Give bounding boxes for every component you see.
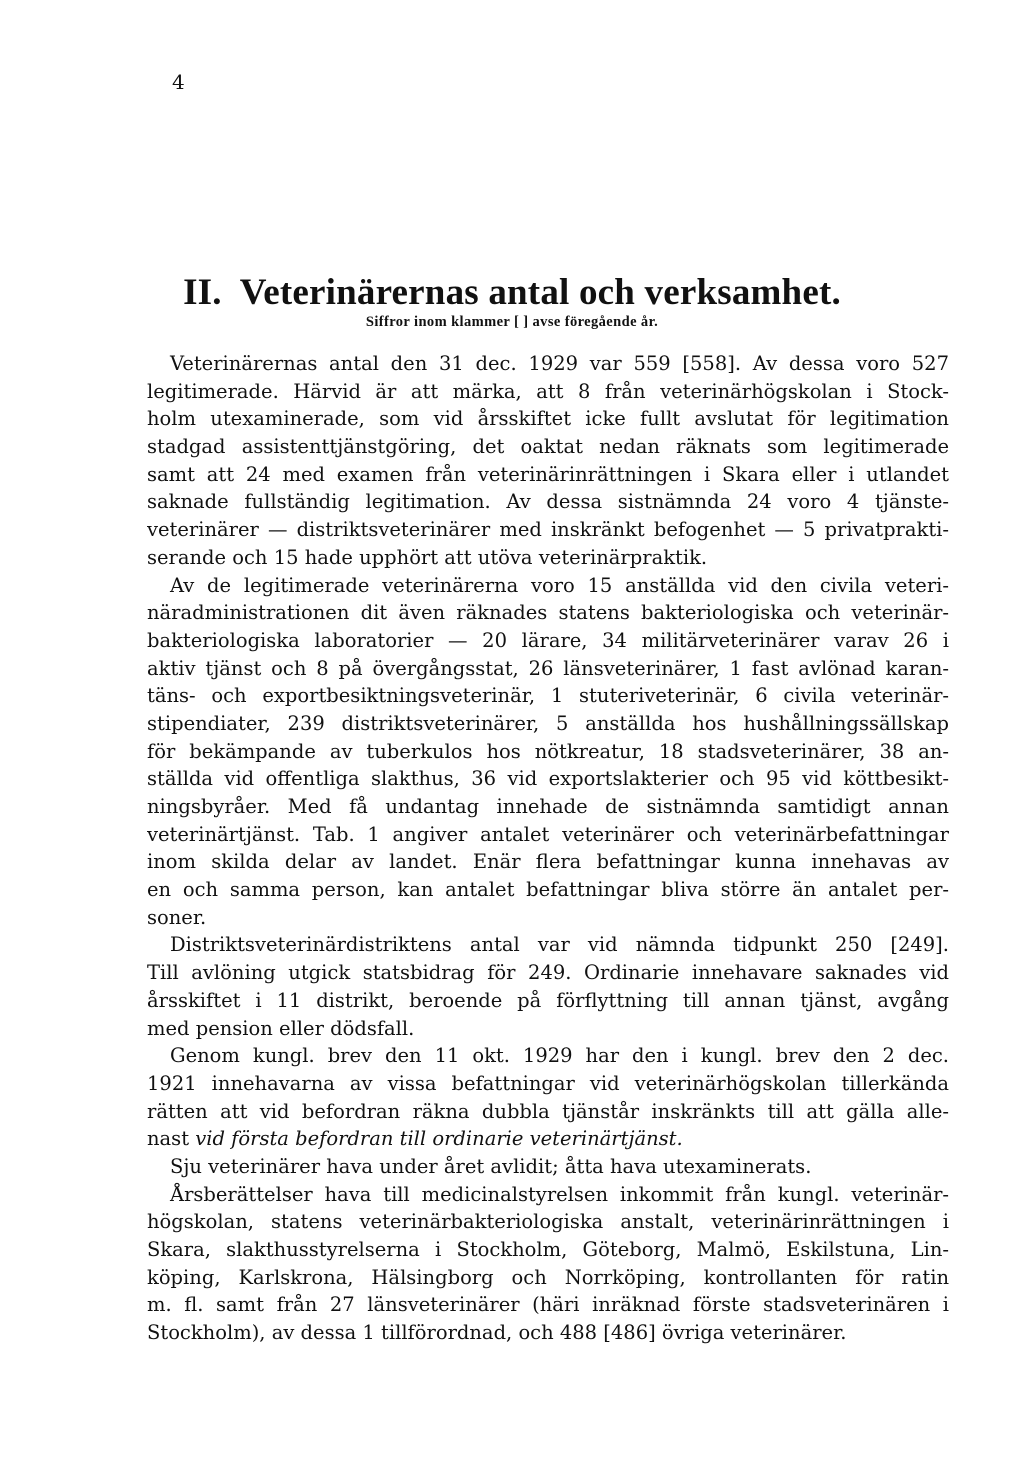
text-line: holm utexaminerade, som vid årsskiftet icke fullt avslutat för legitimation [147,407,949,431]
section-title: Veterinärernas antal och verksamhet. [239,272,841,313]
text-line: med pension eller dödsfall. [147,1016,415,1040]
text-line: Distriktsveterinärdistriktens antal var vid nämnda tidpunkt 250 [249]. [170,933,949,957]
text-line: Årsberättelser hava till medicinalstyrelsen inkommit från kungl. veterinär- [170,1182,949,1206]
text-line: bakteriologiska laboratorier — 20 lärare, 34 militärveterinärer varav 26 i [147,628,949,652]
text-line: m. fl. samt från 27 länsveterinärer (häri inräknad förste stadsveterinären i [147,1293,949,1317]
text-line: Sju veterinärer hava under året avlidit; åtta hava utexaminerats. [170,1154,812,1178]
text-line: stipendiater, 239 distriktsveterinärer, 5 anställda hos hushållningssällskap [147,711,949,735]
text-line: Till avlöning utgick statsbidrag för 249. Ordinarie innehavare saknades vid [147,961,949,985]
text-line: ställda vid offentliga slakthus, 36 vid exportslakterier och 95 vid köttbesikt- [147,767,949,791]
page-number: 4 [172,70,185,94]
text-line: ningsbyråer. Med få undantag innehade de sistnämnda samtidigt annan [147,795,949,818]
text-line: saknade fullständig legitimation. Av dessa sistnämnda 24 voro 4 tjänste- [147,490,949,514]
text-line: Av de legitimerade veterinärerna voro 15 anställda vid den civila veteri- [170,573,949,597]
text-line: högskolan, statens veterinärbakteriologiska anstalt, veterinärinrättningen i [147,1210,949,1234]
text-line: en och samma person, kan antalet befattningar bliva större än antalet per- [147,878,949,902]
text-line: för bekämpande av tuberkulos hos nötkreatur, 18 stadsveterinärer, 38 an- [147,739,949,763]
text-line: serande och 15 hade upphört att utöva veterinärpraktik. [147,545,708,569]
text-line: 1921 innehavarna av vissa befattningar vid veterinärhögskolan tillerkända [147,1071,949,1095]
section-subheading: Siffror inom klammer [ ] avse föregående år. [365,314,659,330]
text-line-start: nast [147,1127,190,1151]
text-line: aktiv tjänst och 8 på övergångsstat, 26 länsveterinärer, 1 fast avlönad karan- [147,656,949,680]
text-line: stadgad assistenttjänstgöring, det oaktat nedan räknats som legitimerade [147,435,949,459]
text-line: Genom kungl. brev den 11 okt. 1929 har den i kungl. brev den 2 dec. [170,1044,949,1068]
text-line: täns- och exportbesiktningsveterinär, 1 stuteriveterinär, 6 civila veterinär- [147,684,949,708]
body-text [147,350,949,1347]
text-line: samt att 24 med examen från veterinärinrättningen i Skara eller i utlandet [147,462,949,486]
text-line: legitimerade. Härvid är att märka, att 8 från veterinärhögskolan i Stock- [147,379,949,403]
section-numeral: II. [183,272,222,313]
text-line: Veterinärernas antal den 31 dec. 1929 var 559 [558]. Av dessa voro 527 [170,352,949,375]
text-line: Stockholm), av dessa 1 tillförordnad, och 488 [486] övriga veterinärer. [147,1321,847,1345]
text-line [147,1125,949,1153]
text-line: Skara, slakthusstyrelserna i Stockholm, Göteborg, Malmö, Eskilstuna, Lin- [147,1238,949,1261]
text-line: veterinärtjänst. Tab. 1 angiver antalet veterinärer och veterinärbefattningar [147,822,949,846]
italic-phrase: vid första befordran till ordinarie veterinärtjänst. [195,1127,683,1151]
text-line: rätten att vid befordran räkna dubbla tjänstår inskränkts till att gälla alle- [147,1099,949,1123]
text-line: veterinärer — distriktsveterinärer med inskränkt befogenhet — 5 privatprakti- [147,518,949,542]
text-line: köping, Karlskrona, Hälsingborg och Norrköping, kontrollanten för ratin [147,1265,949,1289]
text-line: årsskiftet i 11 distrikt, beroende på förflyttning till annan tjänst, avgång [147,988,949,1012]
text-line: näradministrationen dit även räknades statens bakteriologiska och veterinär- [147,601,949,625]
section-heading [0,272,1024,314]
text-line: inom skilda delar av landet. Enär flera befattningar kunna innehavas av [147,850,949,874]
text-line: soner. [147,905,207,929]
